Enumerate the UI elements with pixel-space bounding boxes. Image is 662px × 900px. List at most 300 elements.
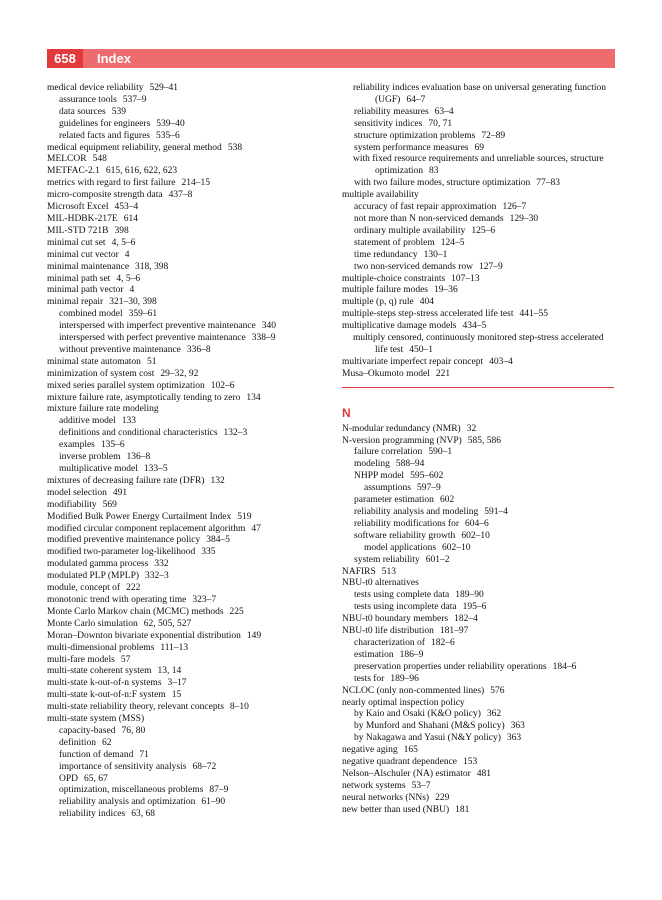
index-term: multiplicative model xyxy=(59,464,138,474)
index-term: network systems xyxy=(342,780,406,791)
page-reference: 318, 398 xyxy=(135,261,169,272)
index-term: model selection xyxy=(47,487,107,498)
page-reference: 19–36 xyxy=(434,285,458,296)
page-reference: 585, 586 xyxy=(467,435,502,446)
index-entry xyxy=(342,459,618,471)
index-entry xyxy=(47,702,332,714)
page-reference: 61–90 xyxy=(201,797,226,808)
index-term: multivariate imperfect repair concept xyxy=(342,356,484,367)
page-reference: 591–4 xyxy=(484,507,509,517)
index-entry xyxy=(47,369,332,381)
index-entry xyxy=(342,745,618,757)
page-reference: 189–96 xyxy=(390,673,419,684)
index-term: tests for xyxy=(354,673,385,684)
page-reference: 130–1 xyxy=(423,249,448,260)
index-term: multi-state k-out-of-n systems xyxy=(47,678,162,689)
index-entry xyxy=(47,309,332,321)
index-entry xyxy=(47,285,332,297)
index-term: MIL-STD 721B xyxy=(47,225,109,236)
page-reference: 604–6 xyxy=(465,518,489,529)
index-term: MELCOR xyxy=(47,154,87,165)
index-term: NHPP model xyxy=(354,471,405,482)
index-entry xyxy=(342,674,618,686)
index-entry xyxy=(342,769,618,781)
index-term: interspersed with perfect preventive maintenance xyxy=(59,333,246,344)
index-term: metrics with regard to first failure xyxy=(47,178,176,189)
index-term: modified preventive maintenance policy xyxy=(47,535,201,546)
page-reference: 15 xyxy=(171,690,182,701)
index-entry xyxy=(47,119,332,131)
index-entry xyxy=(342,250,618,262)
index-entry xyxy=(342,436,618,448)
index-entry xyxy=(342,567,618,579)
page-reference: 83 xyxy=(429,166,439,177)
index-term: NBU-t0 life distribution xyxy=(342,626,434,637)
page-reference: 181 xyxy=(455,804,470,815)
page-reference: 323–7 xyxy=(192,594,217,605)
index-entry xyxy=(47,166,332,178)
index-entry xyxy=(47,666,332,678)
index-term: preservation properties under reliability operations xyxy=(354,661,547,672)
index-term: mixture failure rate, asymptotically tending to zero xyxy=(47,392,241,403)
index-entry xyxy=(47,785,332,797)
page-reference: 602–10 xyxy=(442,542,471,553)
page-reference: 539 xyxy=(111,106,126,117)
index-term: system performance measures xyxy=(354,142,469,153)
page-reference: 590–1 xyxy=(428,447,453,458)
index-term: medical device reliability xyxy=(47,83,144,93)
index-entry xyxy=(342,578,618,590)
index-entry xyxy=(47,488,332,500)
index-entry xyxy=(47,714,332,726)
index-entry xyxy=(342,154,618,178)
index-entry xyxy=(342,805,618,817)
index-entry xyxy=(342,614,618,626)
page-reference: 601–2 xyxy=(425,554,450,565)
index-entry xyxy=(342,793,618,805)
page-reference: 340 xyxy=(261,321,277,332)
index-term: Nelson–Alschuler (NA) estimator xyxy=(342,768,471,779)
page-reference: 149 xyxy=(246,630,262,641)
page-reference: 539–40 xyxy=(156,118,185,129)
index-entry xyxy=(47,202,332,214)
index-term: by Nakagawa and Yasui (N&Y policy) xyxy=(354,733,501,744)
index-entry xyxy=(47,655,332,667)
index-entry xyxy=(47,333,332,345)
page-reference: 363 xyxy=(506,733,522,744)
index-entry xyxy=(342,590,618,602)
page-reference: 614 xyxy=(123,213,138,224)
index-term: two non-serviced demands row xyxy=(354,261,473,272)
index-term: related facts and figures xyxy=(59,130,150,141)
index-term: estimation xyxy=(354,649,394,660)
index-entry xyxy=(47,83,332,95)
index-entry xyxy=(47,190,332,202)
index-term: without preventive maintenance xyxy=(59,344,181,355)
index-term: definition xyxy=(59,737,96,748)
page-reference: 13, 14 xyxy=(157,666,182,677)
index-term: tests using complete data xyxy=(354,590,450,601)
index-term: minimization of system cost xyxy=(47,368,155,379)
index-entry xyxy=(47,619,332,631)
index-term: multiple-choice constraints xyxy=(342,273,446,284)
page-reference: 124–5 xyxy=(440,237,465,248)
index-term: minimal repair xyxy=(47,297,104,308)
index-entry xyxy=(342,190,618,202)
index-term: definitions and conditional characteristics xyxy=(59,428,218,439)
page-reference: 602 xyxy=(439,495,455,506)
page-reference: 403–4 xyxy=(489,356,513,367)
index-entry xyxy=(47,774,332,786)
index-entry xyxy=(47,274,332,286)
index-entry xyxy=(47,464,332,476)
index-entry xyxy=(47,631,332,643)
page-reference: 481 xyxy=(476,768,491,779)
page-reference: 64–7 xyxy=(406,94,426,105)
index-term: sensitivity indices xyxy=(354,118,423,129)
index-entry xyxy=(342,721,618,733)
page-reference: 153 xyxy=(463,757,478,768)
index-entry xyxy=(47,678,332,690)
index-term: monotonic trend with operating time xyxy=(47,594,187,605)
index-term: assurance tools xyxy=(59,94,117,105)
index-entry xyxy=(342,321,618,333)
index-entry xyxy=(47,262,332,274)
index-term: tests using incomplete data xyxy=(354,602,457,613)
page-reference: 225 xyxy=(229,606,244,617)
index-entry xyxy=(47,345,332,357)
page-reference: 127–9 xyxy=(478,261,503,272)
page-reference: 359–61 xyxy=(128,309,158,320)
page-title: Index xyxy=(97,51,131,66)
index-term: modeling xyxy=(354,459,390,470)
index-entry xyxy=(47,762,332,774)
index-term: new better than used (NBU) xyxy=(342,804,450,815)
index-term: combined model xyxy=(59,309,123,320)
index-term: Moran–Downton bivariate exponential distribution xyxy=(47,630,241,641)
index-term: Microsoft Excel xyxy=(47,202,109,213)
index-entry xyxy=(47,440,332,452)
page-reference: 4, 5–6 xyxy=(116,273,141,284)
index-entry xyxy=(47,381,332,393)
page-reference: 441–55 xyxy=(519,309,548,320)
index-entry xyxy=(47,750,332,762)
index-term: Monte Carlo Markov chain (MCMC) methods xyxy=(47,606,224,617)
index-entry xyxy=(342,285,618,297)
index-term: reliability indices evaluation base on universal generating function (UGF) xyxy=(353,83,606,105)
index-entry xyxy=(342,83,618,107)
index-term: neural networks (NNs) xyxy=(342,792,430,803)
index-term: function of demand xyxy=(59,749,134,760)
page-reference: 332 xyxy=(154,559,169,570)
index-term: reliability modifications for xyxy=(354,518,460,529)
index-term: multi-dimensional problems xyxy=(47,642,155,653)
page-reference: 71 xyxy=(139,749,149,760)
page-reference: 529–41 xyxy=(149,83,179,93)
index-entry xyxy=(342,507,618,519)
index-entry xyxy=(342,757,618,769)
index-entry xyxy=(47,726,332,738)
index-entry xyxy=(47,643,332,655)
index-term: reliability measures xyxy=(354,106,429,117)
index-entry xyxy=(342,357,618,369)
page-reference: 57 xyxy=(120,654,131,665)
page-reference: 221 xyxy=(435,368,451,379)
index-term: failure correlation xyxy=(354,447,423,458)
index-term: statement of problem xyxy=(354,237,435,248)
index-term: minimal maintenance xyxy=(47,261,130,272)
index-term: N-version programming (NVP) xyxy=(342,435,462,446)
index-term: data sources xyxy=(59,106,106,117)
index-entry xyxy=(342,131,618,143)
page-reference: 134 xyxy=(246,392,261,403)
index-entry xyxy=(47,154,332,166)
index-entry xyxy=(342,733,618,745)
page-reference: 129–30 xyxy=(509,213,539,224)
index-term: with two failure modes, structure optimization xyxy=(354,178,531,189)
page-reference: 569 xyxy=(102,499,117,510)
page-reference: 102–6 xyxy=(210,380,235,391)
page-reference: 362 xyxy=(486,709,502,720)
index-entry xyxy=(342,178,618,190)
page-reference: 62 xyxy=(101,737,112,748)
index-entry xyxy=(47,583,332,595)
page-reference: 453–4 xyxy=(114,202,139,213)
index-entry xyxy=(47,809,332,821)
index-term: multiple (p, q) rule xyxy=(342,297,414,308)
index-entry xyxy=(47,738,332,750)
page-reference: 132 xyxy=(210,475,225,486)
index-entry xyxy=(342,226,618,238)
index-entry xyxy=(342,483,618,495)
page-reference: 335 xyxy=(201,547,216,558)
index-term: minimal state automaton xyxy=(47,356,141,367)
index-entry xyxy=(342,531,618,543)
index-term: reliability analysis and optimization xyxy=(59,797,196,808)
index-term: NBU-t0 alternatives xyxy=(342,578,419,589)
index-entry xyxy=(47,250,332,262)
index-entry xyxy=(47,452,332,464)
index-entry xyxy=(47,524,332,536)
index-term: Modified Bulk Power Energy Curtailment Index xyxy=(47,511,232,522)
index-entry xyxy=(47,690,332,702)
page-reference: 51 xyxy=(146,356,157,367)
index-entry xyxy=(342,119,618,131)
page-reference: 222 xyxy=(126,583,141,594)
index-term: NAFIRS xyxy=(342,566,376,577)
index-entry xyxy=(342,143,618,155)
index-entry xyxy=(47,214,332,226)
page-reference: 336–8 xyxy=(186,344,211,355)
index-entry xyxy=(342,626,618,638)
index-column-right xyxy=(342,83,618,817)
index-term: accuracy of fast repair approximation xyxy=(354,202,497,213)
index-term: nearly optimal inspection policy xyxy=(342,697,465,708)
index-entry xyxy=(47,476,332,488)
page-reference: 537–9 xyxy=(122,94,147,105)
page-reference: 321–30, 398 xyxy=(109,297,157,308)
index-term: METFAC-2.1 xyxy=(47,166,100,177)
index-entry xyxy=(342,709,618,721)
index-term: modified circular component replacement algorithm xyxy=(47,523,246,534)
page-reference: 434–5 xyxy=(462,321,487,332)
page-reference: 182–6 xyxy=(430,637,455,648)
index-term: minimal path set xyxy=(47,273,111,284)
page-reference: 68–72 xyxy=(192,761,217,772)
page-reference: 186–9 xyxy=(399,649,424,660)
page-reference: 77–83 xyxy=(536,178,560,189)
index-term: minimal cut vector xyxy=(47,249,119,260)
index-term: additive model xyxy=(59,416,116,427)
page-reference: 72–89 xyxy=(481,130,506,141)
index-entries-n xyxy=(342,424,618,817)
index-term: modified two-parameter log-likelihood xyxy=(47,547,196,558)
index-entry xyxy=(342,662,618,674)
index-entry xyxy=(47,571,332,583)
page-reference: 189–90 xyxy=(455,590,484,601)
page-reference: 65, 67 xyxy=(84,773,108,784)
page-reference: 87–9 xyxy=(209,785,229,796)
index-term: N-modular redundancy (NMR) xyxy=(342,423,461,434)
page-reference: 53–7 xyxy=(411,780,431,791)
index-term: ordinary multiple availability xyxy=(354,225,466,236)
index-term: optimization, miscellaneous problems xyxy=(59,785,204,796)
index-term: micro-composite strength data xyxy=(47,190,163,201)
index-term: mixtures of decreasing failure rate (DFR) xyxy=(47,475,205,486)
page-reference: 338–9 xyxy=(251,333,276,344)
page-reference: 450–1 xyxy=(409,344,433,355)
index-term: multi-state reliability theory, relevant concepts xyxy=(47,702,224,713)
index-entry xyxy=(342,781,618,793)
page-reference: 107–13 xyxy=(451,273,480,284)
page-reference: 29–32, 92 xyxy=(160,368,199,379)
index-entry xyxy=(342,555,618,567)
page-reference: 4, 5–6 xyxy=(111,237,136,248)
index-term: multiplicative damage models xyxy=(342,321,457,332)
index-entry xyxy=(47,547,332,559)
index-term: Monte Carlo simulation xyxy=(47,618,138,629)
index-entry xyxy=(47,416,332,428)
section-divider xyxy=(342,387,614,388)
index-term: structure optimization problems xyxy=(354,130,476,141)
page-reference: 111–13 xyxy=(160,642,189,653)
page-reference: 136–8 xyxy=(126,452,151,463)
page-reference: 437–8 xyxy=(168,190,193,201)
page-reference: 538 xyxy=(227,142,243,153)
page-reference: 4 xyxy=(129,285,135,296)
index-entry xyxy=(47,131,332,143)
index-entry xyxy=(342,214,618,226)
page-header xyxy=(47,49,615,68)
index-term: interspersed with imperfect preventive maintenance xyxy=(59,321,256,332)
page-reference: 133–5 xyxy=(143,464,168,474)
index-entries-m-continued xyxy=(342,83,618,381)
index-entry xyxy=(342,650,618,662)
index-term: mixed series parallel system optimization xyxy=(47,380,205,391)
index-term: multi-fare models xyxy=(47,654,115,665)
index-term: minimal path vector xyxy=(47,285,124,296)
index-term: MIL-HDBK-217E xyxy=(47,213,118,224)
page-reference: 513 xyxy=(381,566,397,577)
index-entry xyxy=(342,602,618,614)
index-term: importance of sensitivity analysis xyxy=(59,761,187,772)
index-term: NBU-t0 boundary members xyxy=(342,614,449,625)
index-entry xyxy=(47,512,332,524)
index-entry xyxy=(342,447,618,459)
page-reference: 595–602 xyxy=(410,471,444,482)
index-term: capacity-based xyxy=(59,725,116,736)
index-term: examples xyxy=(59,440,95,451)
page-reference: 3–17 xyxy=(167,678,187,689)
page-reference: 182–4 xyxy=(454,614,478,625)
page-reference: 576 xyxy=(490,685,505,696)
index-entry xyxy=(47,535,332,547)
page-reference: 165 xyxy=(403,745,418,756)
index-entry xyxy=(47,595,332,607)
page-reference: 597–9 xyxy=(416,483,441,494)
page-number: 658 xyxy=(47,49,83,68)
index-entry xyxy=(342,297,618,309)
index-entry xyxy=(342,495,618,507)
index-entry xyxy=(342,519,618,531)
index-term: minimal cut set xyxy=(47,237,106,248)
index-term: modifiability xyxy=(47,499,97,510)
page-reference: 195–6 xyxy=(462,602,487,613)
index-term: modulated PLP (MPLP) xyxy=(47,571,140,582)
index-term: with fixed resource requirements and unreliable sources, structure optimization xyxy=(353,154,604,177)
index-entry xyxy=(47,797,332,809)
index-entry xyxy=(342,274,618,286)
index-entry xyxy=(342,238,618,250)
index-entry xyxy=(47,226,332,238)
index-entry xyxy=(47,321,332,333)
page-reference: 63–4 xyxy=(434,106,454,117)
page-reference: 535–6 xyxy=(156,130,180,141)
index-term: model applications xyxy=(364,542,437,553)
index-entry xyxy=(47,95,332,107)
index-term: mixture failure rate modeling xyxy=(47,404,159,415)
index-term: negative quadrant dependence xyxy=(342,757,457,768)
page-reference: 125–6 xyxy=(471,225,496,236)
index-entry xyxy=(47,238,332,250)
index-term: reliability indices xyxy=(59,809,126,820)
index-term: multi-state coherent system xyxy=(47,666,152,677)
index-entry xyxy=(47,500,332,512)
page-reference: 126–7 xyxy=(502,202,527,213)
index-entry xyxy=(342,262,618,274)
page-reference: 135–6 xyxy=(100,440,125,451)
index-term: multiply censored, continuously monitored step-stress accelerated life test xyxy=(353,333,604,355)
index-term: NCLOC (only non-commented lines) xyxy=(342,685,485,696)
index-entry xyxy=(47,607,332,619)
index-term: system reliability xyxy=(354,554,420,565)
index-term: module, concept of xyxy=(47,583,121,594)
page-reference: 398 xyxy=(114,225,129,236)
index-term: inverse problem xyxy=(59,452,121,463)
page-reference: 133 xyxy=(121,416,136,427)
page-reference: 69 xyxy=(474,142,484,153)
page-reference: 32 xyxy=(466,423,477,434)
index-entry xyxy=(342,698,618,710)
index-entry xyxy=(47,178,332,190)
page-reference: 548 xyxy=(92,154,107,165)
index-entry xyxy=(47,404,332,416)
page-reference: 70, 71 xyxy=(428,118,453,129)
index-entry xyxy=(342,471,618,483)
index-term: reliability analysis and modeling xyxy=(354,507,479,517)
index-term: OPD xyxy=(59,773,79,784)
page-reference: 229 xyxy=(435,792,450,803)
